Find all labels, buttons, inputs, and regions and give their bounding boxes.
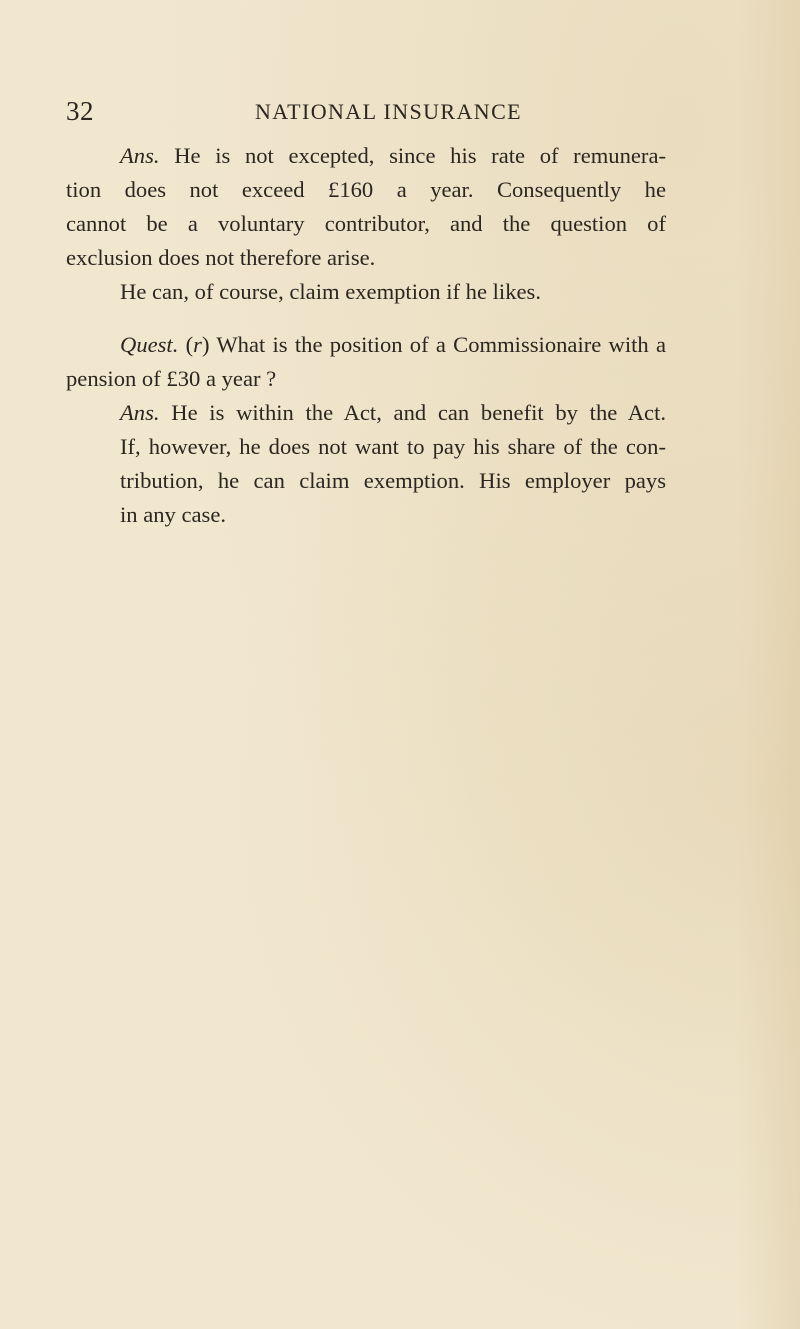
answer-paragraph-2 bbox=[66, 275, 666, 309]
text-line: exclusion does not therefore arise. bbox=[66, 245, 376, 270]
text-line: pension of £30 a year ? bbox=[66, 366, 277, 391]
text-line bbox=[66, 328, 666, 362]
text-line: If, however, he does not want to pay his share of the con- bbox=[120, 434, 666, 459]
text-line: He can, of course, claim exemption if he likes. bbox=[120, 279, 541, 304]
text-line: cannot be a voluntary contributor, and the question of bbox=[66, 211, 666, 236]
text-line-content: He is within the Act, and can benefit by the Act. bbox=[159, 400, 666, 425]
text-line: in any case. bbox=[120, 502, 227, 527]
running-head bbox=[66, 96, 668, 126]
question-letter: r bbox=[193, 332, 202, 357]
answer-label: Ans. bbox=[120, 143, 160, 168]
text-line-content: (r) What is the position of a Commissionaire with a bbox=[178, 332, 666, 357]
text-line bbox=[66, 396, 666, 430]
running-title: NATIONAL INSURANCE bbox=[255, 99, 522, 124]
question-paragraph bbox=[66, 328, 666, 396]
body-text bbox=[66, 139, 666, 532]
text-line-content: He is not excepted, since his rate of remunera- bbox=[159, 143, 666, 168]
answer-label: Ans. bbox=[120, 400, 160, 425]
answer-paragraph-1 bbox=[66, 139, 666, 275]
text-line: tribution, he can claim exemption. His employer pays bbox=[120, 468, 666, 493]
text-line bbox=[66, 139, 666, 173]
text-line: tion does not exceed £160 a year. Consequently he bbox=[66, 177, 666, 202]
page-number: 32 bbox=[66, 96, 94, 126]
question-label: Quest. bbox=[120, 332, 179, 357]
answer-paragraph-3 bbox=[66, 396, 666, 532]
paragraph-gap bbox=[66, 309, 666, 328]
